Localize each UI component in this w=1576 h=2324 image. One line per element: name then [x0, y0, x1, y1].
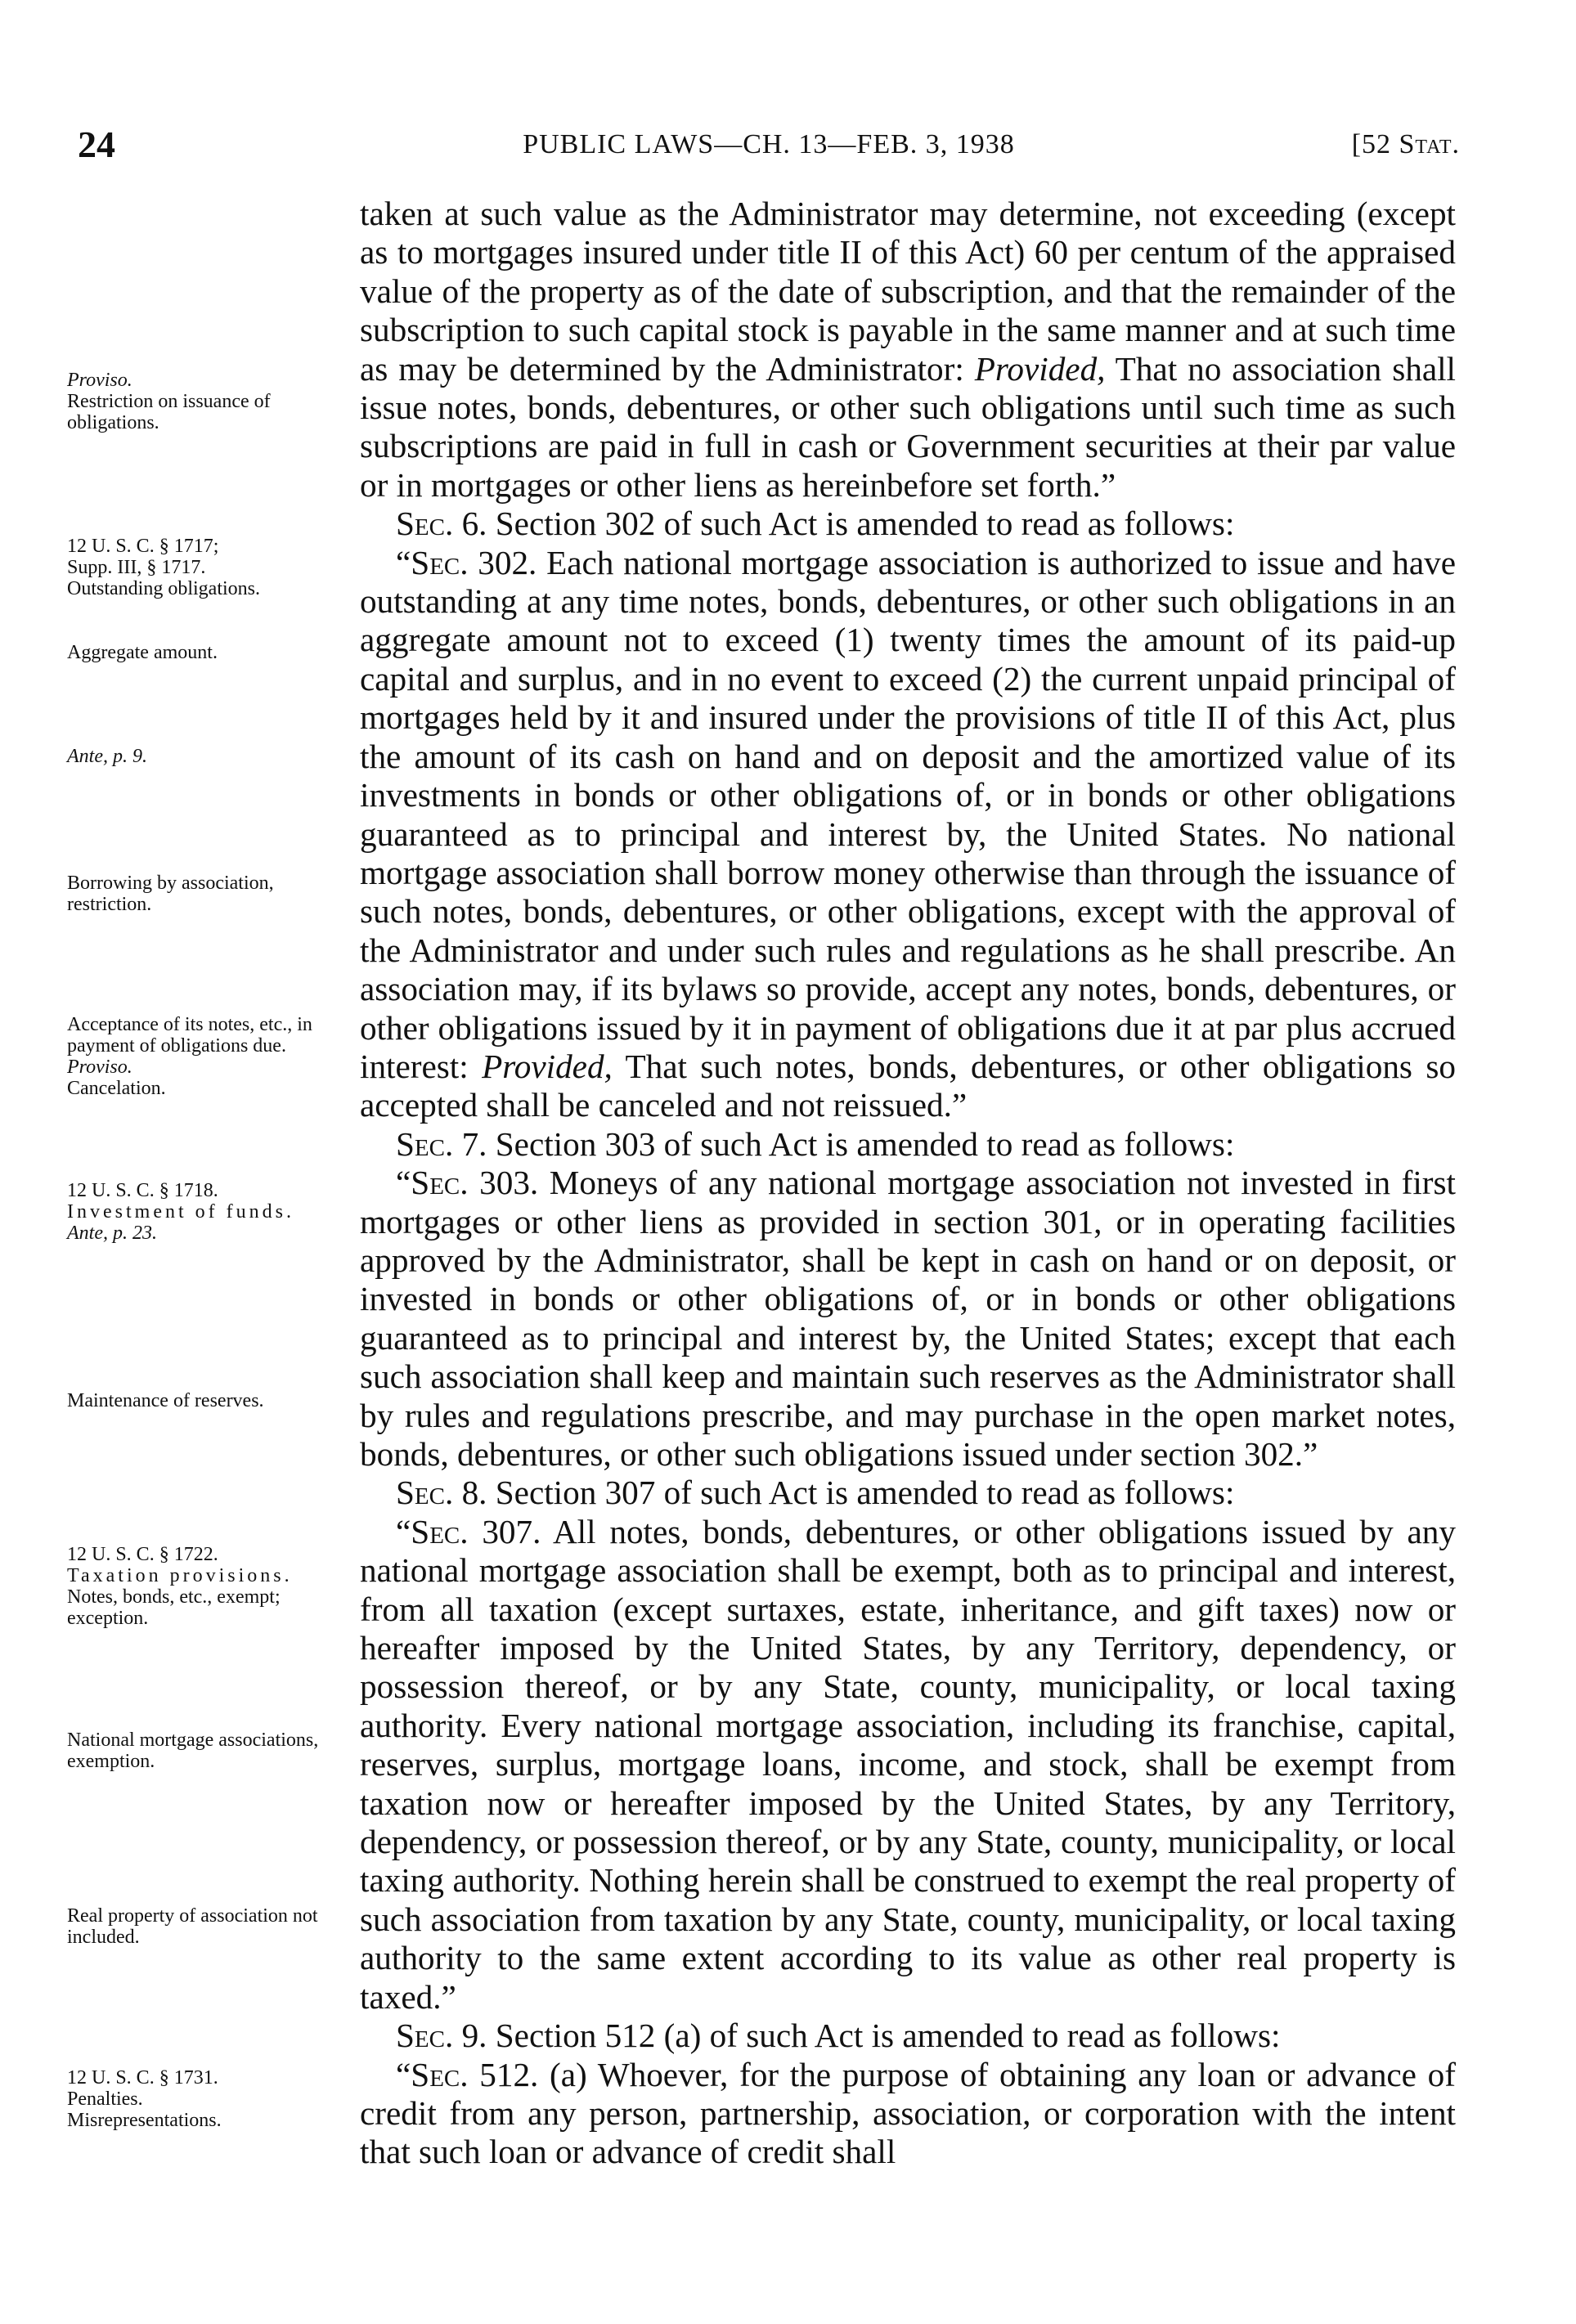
margin-note-investment — [67, 1180, 337, 1244]
margin-proviso-label: Proviso. — [67, 1057, 132, 1078]
margin-note-penalties — [67, 2067, 337, 2131]
paragraph-continuation: taken at such value as the Administrator may determine, not exceeding (except as to mortgages insured under title II of this Act) 60 per centum of the appraised value of the property as of the date of subscription, and that the remainder of the subscription to such capital stock is payable in the same manner and at such time as may be determined by the Administrator: Provided, That no association shall issue notes, bonds, debentures, or other such obligations until such time as such subscriptions are paid in full in cash or Government securities at their par value or in mortgages or other liens as hereinbefore set forth.” — [360, 195, 1456, 504]
statute-reference: [52 Stat. — [1351, 129, 1460, 159]
margin-citation: 12 U. S. C. § 1731. — [67, 2067, 218, 2088]
margin-note-aggregate — [67, 642, 337, 663]
margin-note-taxation — [67, 1544, 337, 1629]
margin-citation: 12 U. S. C. § 1722. — [67, 1544, 218, 1565]
section-6-heading: Sec. 6. Section 302 of such Act is amended to read as follows: — [396, 505, 1235, 543]
margin-citation: 12 U. S. C. § 1717; — [67, 536, 219, 557]
margin-note-ante-p9 — [67, 746, 337, 767]
section-302-text: “Sec. 302. Each national mortgage association is authorized to issue and have outstanding at any time notes, bonds, debentures, or other such obligations in an aggregate amount not to exceed (1) twenty times the amount of its paid-up capital and surplus, and in no event to exceed (2) the current unpaid principal of mortgages held by it and insured under the provisions of title II of this Act, plus the amount of its cash on hand and on deposit and the amortized value of its investments in bonds or other obligations of, or in bonds or other obligations guaranteed as to principal and interest by, the United States. No national mortgage association shall borrow money otherwise than through the issuance of such notes, bonds, debentures, or other obligations, except with the approval of the Administrator and under such rules and regulations as he shall prescribe. An association may, if its bylaws so provide, accept any notes, bonds, debentures, or other obligations issued by it in payment of obligations due it at par plus accrued interest: Provided, That such notes, bonds, debentures, or other obligations so accepted shall be canceled and not reissued.” — [360, 543, 1456, 1124]
margin-note-real-property — [67, 1905, 337, 1948]
margin-note-national-exemption — [67, 1730, 337, 1772]
margin-note-restriction — [67, 370, 337, 433]
margin-note-text: Aggregate amount. — [67, 642, 218, 663]
margin-proviso-label: Proviso. — [67, 370, 132, 391]
margin-note-reserves — [67, 1390, 337, 1411]
margin-citation: 12 U. S. C. § 1718. — [67, 1180, 218, 1201]
margin-note-cancelation: Cancelation. — [67, 1078, 166, 1099]
page-number: 24 — [78, 123, 115, 165]
margin-note-exempt: Notes, bonds, etc., exempt; exception. — [67, 1586, 281, 1629]
margin-note-text: Maintenance of reserves. — [67, 1390, 264, 1411]
section-8-heading: Sec. 8. Section 307 of such Act is amended to read as follows: — [396, 1474, 1235, 1512]
running-head: PUBLIC LAWS—CH. 13—FEB. 3, 1938 — [523, 129, 1015, 159]
section-303-text: “Sec. 303. Moneys of any national mortgage association not invested in first mortgages or other liens as provided in section 301, or in operating facilities approved by the Administrator, shall be kept in cash on hand or on deposit, or invested in bonds or other obligations of, or in bonds or other obligations guaranteed as to principal and interest by, the United States; except that each such association shall keep and maintain such reserves as the Administrator shall by rules and regulations prescribe, and may purchase in the open market notes, bonds, debentures, or other such obligations issued under section 302.” — [360, 1164, 1456, 1473]
section-307-text: “Sec. 307. All notes, bonds, debentures, or other obligations issued by any national mortgage association shall be exempt, both as to principal and interest, from all taxation (except surtaxes, estate, inheritance, and gift taxes) now or hereafter imposed by the United States, by any Territory, dependency, or possession thereof, or by any State, county, municipality, or local taxing authority. Every national mortgage association, including its franchise, capital, reserves, surplus, mortgage loans, income, and stock, shall be exempt from taxation now or hereafter imposed by the United States, by any Territory, dependency, or possession thereof, or by any State, county, municipality, or local taxing authority. Nothing herein shall be construed to exempt the real property of such association from taxation by any State, county, municipality, or local taxing authority to the same extent according to its value as other real property is taxed.” — [360, 1512, 1456, 2016]
margin-note-outstanding — [67, 536, 337, 599]
margin-note-text: Real property of association not included. — [67, 1905, 318, 1948]
margin-note-text: Borrowing by association, restriction. — [67, 873, 274, 915]
margin-note-text: National mortgage associations, exemption. — [67, 1730, 319, 1772]
margin-note-misrep: Misrepresentations. — [67, 2110, 222, 2131]
margin-note-borrowing — [67, 873, 337, 915]
margin-note-text: Outstanding obligations. — [67, 578, 260, 599]
margin-note-text: Restriction on issuance of obligations. — [67, 391, 271, 433]
margin-note-text: Penalties. — [67, 2088, 143, 2110]
margin-note-text: Taxation provisions. — [67, 1565, 293, 1586]
section-7-heading: Sec. 7. Section 303 of such Act is amended to read as follows: — [396, 1124, 1235, 1163]
main-text — [360, 195, 1456, 2172]
margin-note-text: Investment of funds. — [67, 1201, 294, 1223]
margin-note-acceptance — [67, 1014, 337, 1099]
margin-note-text: Acceptance of its notes, etc., in payment of obligations due. — [67, 1014, 312, 1057]
page-header — [78, 123, 1460, 172]
section-512-text: “Sec. 512. (a) Whoever, for the purpose of obtaining any loan or advance of credit from any person, partnership, association, or corporation with the intent that such loan or advance of credit shall — [360, 2055, 1456, 2171]
margin-citation-supp: Supp. III, § 1717. — [67, 557, 206, 578]
margin-ante-ref: Ante, p. 9. — [67, 746, 147, 767]
section-9-heading: Sec. 9. Section 512 (a) of such Act is amended to read as follows: — [396, 2017, 1281, 2055]
margin-ante-ref: Ante, p. 23. — [67, 1223, 157, 1244]
